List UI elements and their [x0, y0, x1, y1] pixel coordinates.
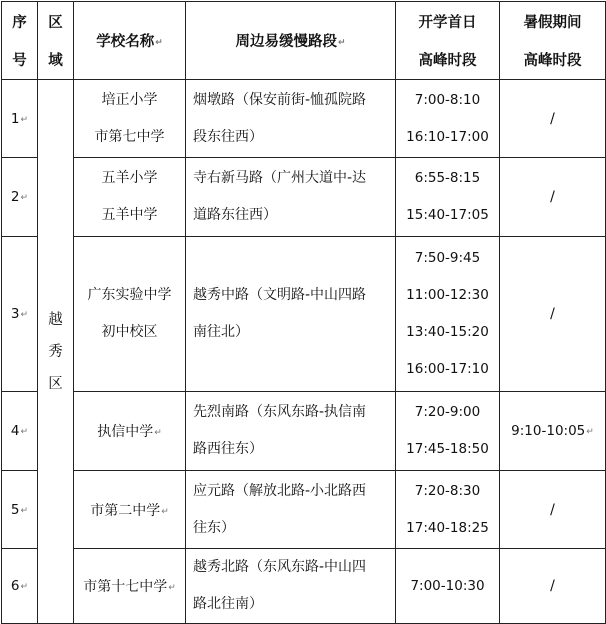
row-open-times: 7:20-8:30 17:40-18:25 [396, 471, 500, 549]
row-school: 执信中学↵ [74, 392, 186, 471]
row-seq: 4↵ [2, 392, 38, 471]
table-row [2, 158, 606, 237]
row-open-times: 7:50-9:45 11:00-12:30 13:40-15:20 16:00-17:10 [396, 237, 500, 392]
row-road: 越秀中路（文明路-中山四路 南往北） [186, 237, 396, 392]
row-open-times: 7:20-9:00 17:45-18:50 [396, 392, 500, 471]
row-school: 市第十七中学↵ [74, 549, 186, 624]
table-row [2, 392, 606, 471]
header-summer-peak: 暑假期间 高峰时段 [500, 2, 606, 80]
district-cell: 越秀区 [38, 80, 74, 624]
row-open-times: 7:00-10:30 [396, 549, 500, 624]
table-row [2, 549, 606, 624]
row-school: 广东实验中学 初中校区 [74, 237, 186, 392]
row-road: 越秀北路（东风东路-中山四 路北往南） [186, 549, 396, 624]
header-road: 周边易缓慢路段↵ [186, 2, 396, 80]
row-road: 先烈南路（东风东路-执信南 路西往东） [186, 392, 396, 471]
row-seq: 2↵ [2, 158, 38, 237]
row-school: 五羊小学 五羊中学 [74, 158, 186, 237]
row-summer: / [500, 80, 606, 158]
header-open-peak: 开学首日 高峰时段 [396, 2, 500, 80]
row-road: 寺右新马路（广州大道中-达 道路东往西） [186, 158, 396, 237]
row-seq: 5↵ [2, 471, 38, 549]
row-road: 烟墩路（保安前街-恤孤院路 段东往西） [186, 80, 396, 158]
row-summer: / [500, 549, 606, 624]
table-row [2, 80, 606, 158]
table-row [2, 471, 606, 549]
row-open-times: 6:55-8:15 15:40-17:05 [396, 158, 500, 237]
row-school: 培正小学 市第七中学 [74, 80, 186, 158]
row-seq: 6↵ [2, 549, 38, 624]
header-row [2, 2, 606, 80]
row-seq: 3↵ [2, 237, 38, 392]
row-open-times: 7:00-8:10 16:10-17:00 [396, 80, 500, 158]
header-area: 区 域 [38, 2, 74, 80]
header-seq: 序 号 [2, 2, 38, 80]
header-school: 学校名称↵ [74, 2, 186, 80]
row-school: 市第二中学↵ [74, 471, 186, 549]
traffic-table [1, 1, 606, 624]
row-summer: / [500, 158, 606, 237]
row-road: 应元路（解放北路-小北路西 往东） [186, 471, 396, 549]
row-seq: 1↵ [2, 80, 38, 158]
row-summer: / [500, 471, 606, 549]
row-summer: 9:10-10:05↵ [500, 392, 606, 471]
row-summer: / [500, 237, 606, 392]
table-row [2, 237, 606, 392]
